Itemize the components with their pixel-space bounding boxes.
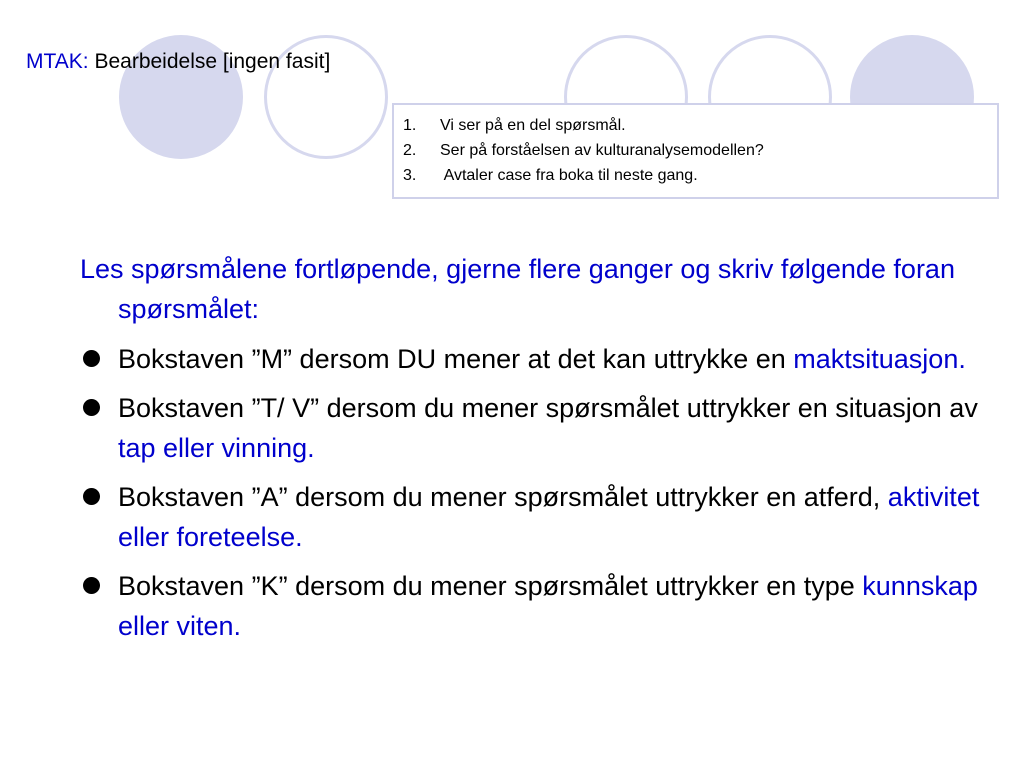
- bullet-item: [80, 477, 990, 557]
- bullet-text: Bokstaven ”K” dersom du mener spørsmålet uttrykker en type: [118, 571, 863, 601]
- agenda-box: [392, 103, 999, 199]
- bullet-item: [80, 388, 990, 468]
- agenda-item-number: 3.: [403, 167, 417, 184]
- agenda-item-number: 1.: [403, 117, 417, 134]
- bullet-highlight: kunnskap eller viten.: [118, 571, 978, 641]
- bullet-item: [80, 339, 990, 379]
- bullet-highlight: maktsituasjon.: [793, 344, 966, 374]
- agenda-item: [403, 113, 997, 138]
- title-prefix: MTAK:: [26, 50, 89, 73]
- slide-body: [80, 249, 990, 655]
- slide-title: [26, 50, 330, 74]
- bullet-text: Bokstaven ”A” dersom du mener spørsmålet uttrykker en atferd,: [118, 482, 888, 512]
- agenda-item-text: Vi ser på en del spørsmål.: [440, 117, 626, 134]
- bullet-dot-icon: [83, 577, 100, 594]
- intro-text: Les spørsmålene fortløpende, gjerne flere ganger og skriv følgende foran spørsmålet:: [80, 254, 955, 324]
- bullet-item: [80, 566, 990, 646]
- agenda-item-text: Ser på forståelsen av kulturanalysemodellen?: [440, 142, 764, 159]
- bullet-dot-icon: [83, 350, 100, 367]
- bullet-text: Bokstaven ”T/ V” dersom du mener spørsmålet uttrykker en situasjon av: [118, 393, 978, 423]
- agenda-item-number: 2.: [403, 142, 417, 159]
- bullet-dot-icon: [83, 399, 100, 416]
- agenda-item: [403, 163, 997, 188]
- bullet-dot-icon: [83, 488, 100, 505]
- bullet-list: [80, 339, 990, 646]
- agenda-item: [403, 138, 997, 163]
- bullet-highlight: tap eller vinning.: [118, 433, 315, 463]
- bullet-highlight: aktivitet eller foreteelse.: [118, 482, 980, 552]
- agenda-item-text: Avtaler case fra boka til neste gang.: [440, 167, 698, 184]
- agenda-list: [403, 113, 997, 188]
- title-text: Bearbeidelse [ingen fasit]: [88, 50, 331, 73]
- bullet-text: Bokstaven ”M” dersom DU mener at det kan uttrykke en: [118, 344, 794, 374]
